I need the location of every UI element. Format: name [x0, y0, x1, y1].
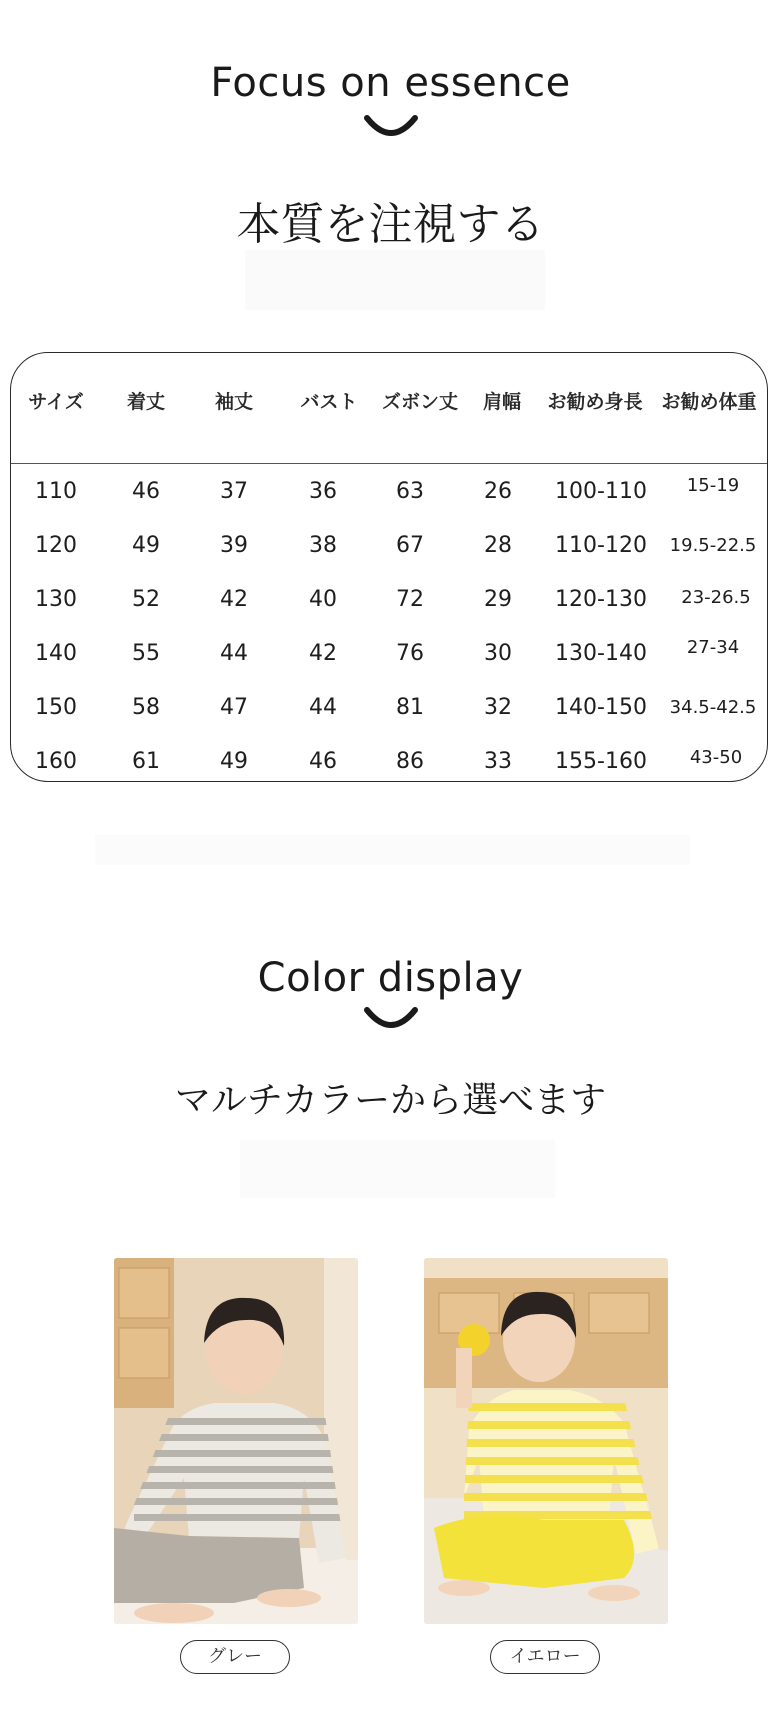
cell-bust: 42 [309, 641, 337, 666]
grey-pajama-illustration [114, 1258, 358, 1624]
cell-length: 55 [132, 641, 160, 666]
cell-sleeve: 39 [220, 533, 248, 558]
cell-size: 130 [35, 587, 77, 612]
cell-pants: 86 [396, 749, 424, 774]
header-size: サイズ [28, 391, 84, 413]
cell-size: 150 [35, 695, 77, 720]
cell-pants: 76 [396, 641, 424, 666]
faint-band [240, 1140, 555, 1198]
cell-weight: 27-34 [686, 637, 740, 658]
product-photo-yellow [424, 1258, 668, 1624]
cell-height: 130-140 [555, 641, 647, 666]
header-rec-weight: お勧め体重 [661, 391, 757, 413]
cell-height: 155-160 [555, 749, 647, 774]
cell-height: 100-110 [555, 479, 647, 504]
cell-shoulder: 26 [484, 479, 512, 504]
cell-weight: 15-19 [686, 475, 740, 496]
cell-weight: 43-50 [689, 747, 743, 768]
cell-bust: 46 [309, 749, 337, 774]
cell-bust: 36 [309, 479, 337, 504]
cell-shoulder: 30 [484, 641, 512, 666]
smile-icon [0, 112, 781, 140]
cell-length: 58 [132, 695, 160, 720]
header-rec-height: お勧め身長 [547, 391, 643, 413]
header-length: 着丈 [126, 391, 165, 413]
cell-sleeve: 44 [220, 641, 248, 666]
cell-height: 120-130 [555, 587, 647, 612]
faint-band [245, 250, 545, 310]
cell-bust: 38 [309, 533, 337, 558]
header-pants-length: ズボン丈 [381, 391, 458, 413]
header-shoulder: 肩幅 [482, 391, 521, 413]
cell-weight: 23-26.5 [681, 587, 751, 608]
color-label-yellow: イエロー [490, 1640, 600, 1674]
cell-weight: 19.5-22.5 [669, 535, 757, 556]
cell-bust: 44 [309, 695, 337, 720]
cell-size: 160 [35, 749, 77, 774]
color-label-grey: グレー [180, 1640, 290, 1674]
cell-bust: 40 [309, 587, 337, 612]
cell-size: 120 [35, 533, 77, 558]
header-bust: バスト [300, 391, 358, 413]
cell-sleeve: 37 [220, 479, 248, 504]
cell-length: 61 [132, 749, 160, 774]
cell-sleeve: 42 [220, 587, 248, 612]
cell-size: 110 [35, 479, 77, 504]
section-title-en: Focus on essence [210, 60, 571, 106]
section-subtitle-jp: マルチカラーから選べます [174, 1080, 607, 1121]
cell-sleeve: 49 [220, 749, 248, 774]
cell-length: 46 [132, 479, 160, 504]
cell-height: 110-120 [555, 533, 647, 558]
cell-length: 49 [132, 533, 160, 558]
cell-size: 140 [35, 641, 77, 666]
table-header-row [11, 353, 767, 464]
cell-height: 140-150 [555, 695, 647, 720]
smile-icon [0, 1004, 781, 1032]
cell-pants: 63 [396, 479, 424, 504]
section-title-en: Color display [257, 955, 524, 1001]
faint-band [95, 835, 690, 865]
section-title-jp: 本質を注視する [236, 199, 545, 250]
cell-weight: 34.5-42.5 [669, 697, 757, 718]
size-table [10, 352, 768, 782]
cell-sleeve: 47 [220, 695, 248, 720]
product-photo-grey [114, 1258, 358, 1624]
cell-pants: 72 [396, 587, 424, 612]
yellow-pajama-illustration [424, 1258, 668, 1624]
cell-shoulder: 28 [484, 533, 512, 558]
header-sleeve: 袖丈 [214, 391, 253, 413]
cell-shoulder: 32 [484, 695, 512, 720]
cell-pants: 67 [396, 533, 424, 558]
cell-length: 52 [132, 587, 160, 612]
cell-shoulder: 33 [484, 749, 512, 774]
cell-shoulder: 29 [484, 587, 512, 612]
cell-pants: 81 [396, 695, 424, 720]
